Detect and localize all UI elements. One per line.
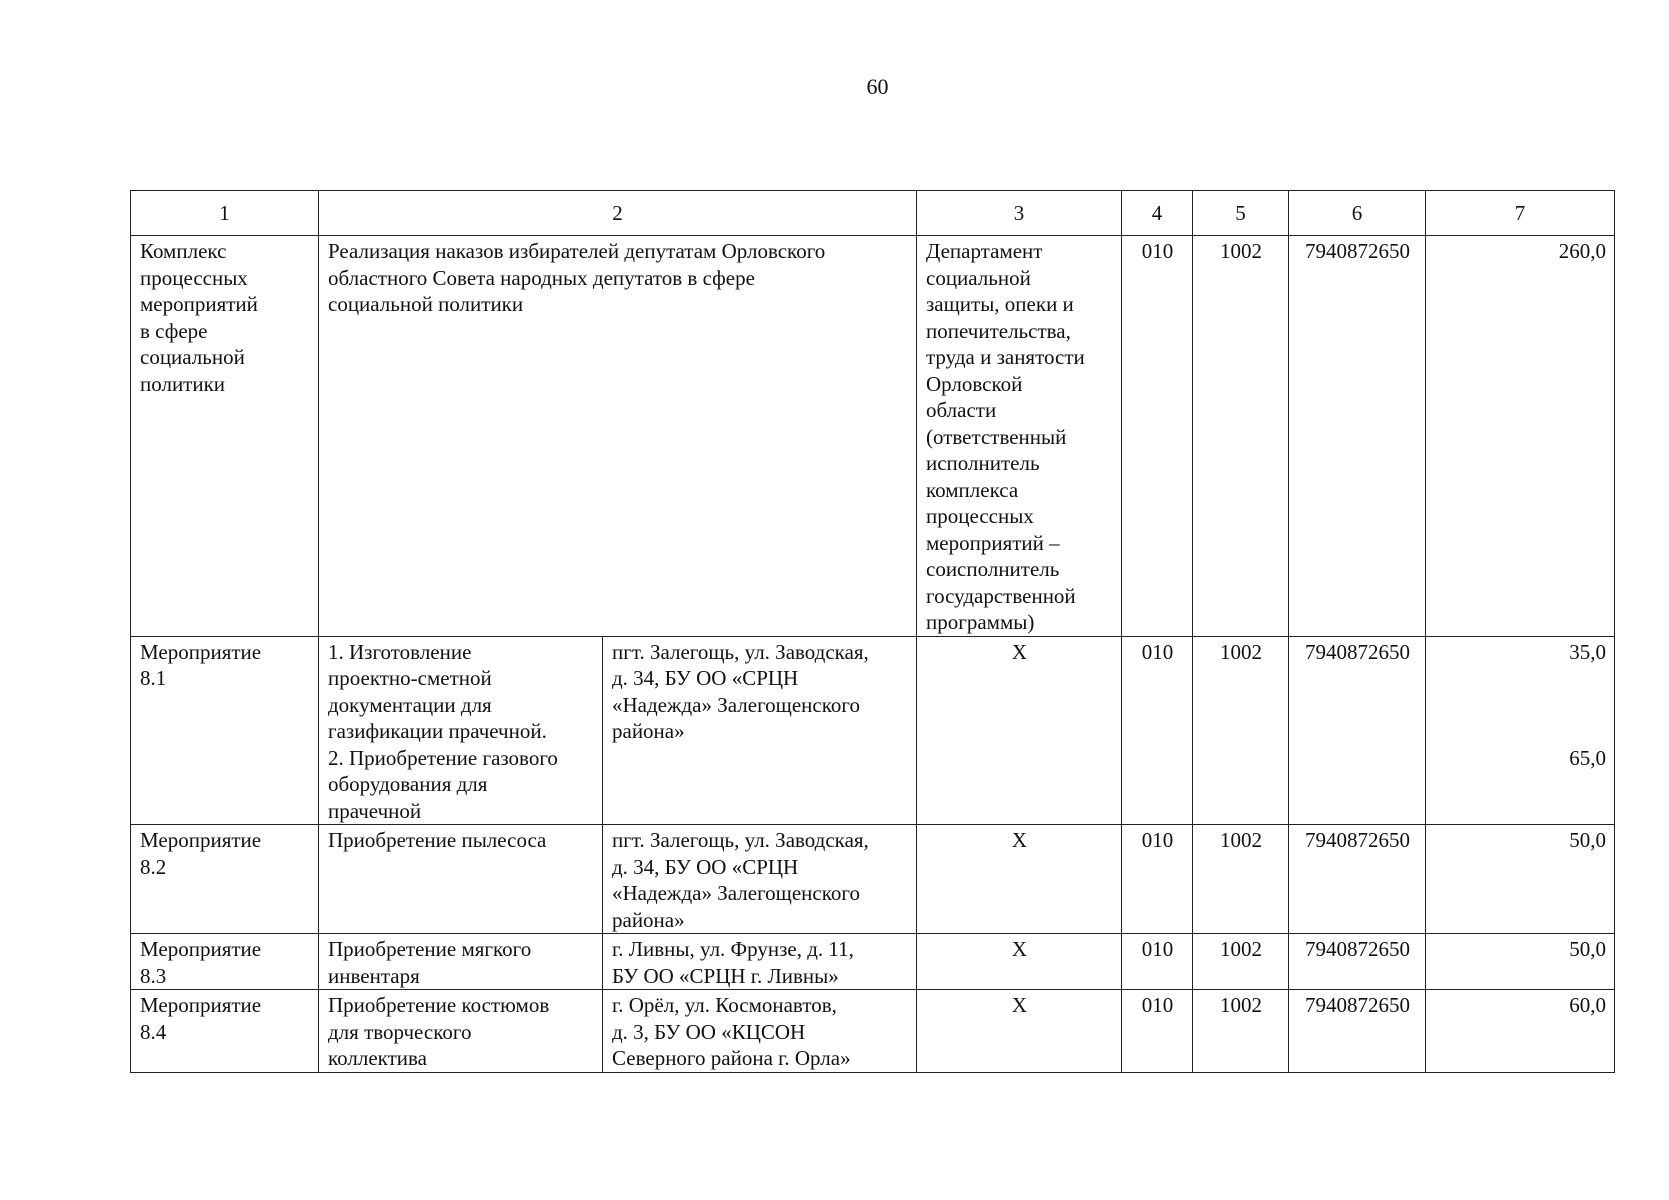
row-name-line: 8.1 [140, 666, 167, 690]
row-name-line: Мероприятие [140, 937, 262, 961]
row-address-line: района» [612, 907, 685, 932]
page-number: 60 [866, 74, 889, 99]
complex-executor-line: соисполнитель [926, 557, 1060, 581]
complex-col7: 260,0 [1426, 236, 1615, 637]
complex-executor [917, 236, 1122, 637]
row-address-line: «Надежда» Залегощенского [612, 692, 860, 717]
complex-executor-line: социальной [926, 265, 1031, 290]
row-measure-line: 2. Приобретение газового [328, 745, 558, 770]
row-measure-line: инвентаря [328, 963, 420, 988]
complex-name [131, 236, 319, 637]
row-col4: 010 [1122, 825, 1193, 934]
complex-name-line: мероприятий [140, 292, 258, 316]
row-col3: X [917, 990, 1122, 1073]
header-cell-1: 1 [131, 191, 319, 236]
row-name-line: Мероприятие [140, 993, 262, 1017]
row-address [603, 990, 917, 1073]
complex-col4: 010 [1122, 236, 1193, 637]
row-name-line: 8.4 [140, 1019, 167, 1044]
row-col4: 010 [1122, 934, 1193, 990]
row-name-line: 8.2 [140, 854, 167, 879]
row-col7: 50,0 [1426, 825, 1615, 934]
complex-description-line: Реализация наказов избирателей депутатам Орловского [328, 239, 826, 263]
header-cell-3: 3 [917, 191, 1122, 236]
row-name [131, 825, 319, 934]
row-col7 [1426, 636, 1615, 825]
complex-name-line: в сфере [140, 318, 208, 343]
row-col4: 010 [1122, 636, 1193, 825]
header-cell-6: 6 [1289, 191, 1426, 236]
row-name [131, 934, 319, 990]
row-address-line: района» [612, 719, 685, 743]
header-cell-7: 7 [1426, 191, 1615, 236]
row-measure-line: проектно-сметной [328, 666, 492, 690]
row-col3: X [917, 934, 1122, 990]
row-name-line: Мероприятие [140, 639, 262, 664]
table-row [131, 990, 1615, 1073]
row-address-line: г. Ливны, ул. Фрунзе, д. 11, [612, 937, 854, 961]
table-row [131, 636, 1615, 825]
complex-executor-line: мероприятий – [926, 530, 1060, 555]
row-col6: 7940872650 [1289, 934, 1426, 990]
header-cell-4: 4 [1122, 191, 1193, 236]
row-col3: X [917, 825, 1122, 934]
complex-name-line: Комплекс [140, 239, 227, 263]
complex-name-line: политики [140, 371, 226, 396]
budget-table [130, 190, 1615, 1073]
complex-executor-line: (ответственный [926, 424, 1067, 449]
complex-executor-line: государственной [926, 583, 1076, 608]
complex-row [131, 236, 1615, 637]
row-col3: X [917, 636, 1122, 825]
complex-description-line: социальной политики [328, 292, 524, 316]
row-address-line: Северного района г. Орла» [612, 1046, 851, 1070]
row-address-line: «Надежда» Залегощенского [612, 881, 860, 905]
row-measure-line: Приобретение костюмов [328, 993, 550, 1017]
row-measure-line: оборудования для [328, 772, 488, 796]
row-address-line: БУ ОО «СРЦН г. Ливны» [612, 963, 839, 988]
row-address [603, 636, 917, 825]
complex-executor-line: Департамент [926, 239, 1043, 263]
row-address-line: пгт. Залегощь, ул. Заводская, [612, 828, 869, 852]
row-measure [319, 990, 603, 1073]
complex-executor-line: комплекса [926, 477, 1019, 502]
header-row [131, 191, 1615, 236]
row-col7: 60,0 [1426, 990, 1615, 1073]
complex-description [319, 236, 917, 637]
row-col5: 1002 [1193, 934, 1289, 990]
row-address [603, 934, 917, 990]
row-col7-value: 35,0 [1569, 639, 1606, 664]
complex-description-line: областного Совета народных депутатов в сфере [328, 265, 755, 290]
row-col7: 50,0 [1426, 934, 1615, 990]
header-cell-5: 5 [1193, 191, 1289, 236]
row-col4: 010 [1122, 990, 1193, 1073]
complex-name-line: социальной [140, 345, 245, 369]
row-measure-line: Приобретение мягкого [328, 937, 532, 961]
row-name-line: Мероприятие [140, 828, 262, 852]
complex-name-line: процессных [140, 265, 248, 290]
row-measure-line: документации для [328, 692, 492, 717]
row-col5: 1002 [1193, 825, 1289, 934]
complex-executor-line: программы) [926, 610, 1035, 634]
complex-executor-line: защиты, опеки и [926, 292, 1074, 316]
row-col7-second-value: 65,0 [1569, 746, 1606, 770]
row-measure-line: прачечной [328, 798, 422, 823]
row-address-line: д. 34, БУ ОО «СРЦН [612, 666, 799, 690]
row-address [603, 825, 917, 934]
row-measure-line: Приобретение пылесоса [328, 828, 547, 852]
row-measure [319, 934, 603, 990]
header-cell-2: 2 [319, 191, 917, 236]
row-address-line: г. Орёл, ул. Космонавтов, [612, 993, 837, 1017]
complex-executor-line: Орловской [926, 371, 1023, 396]
row-name-line: 8.3 [140, 963, 167, 988]
table-row [131, 934, 1615, 990]
complex-executor-line: исполнитель [926, 451, 1040, 475]
row-col6: 7940872650 [1289, 636, 1426, 825]
complex-col5: 1002 [1193, 236, 1289, 637]
complex-executor-line: процессных [926, 504, 1034, 528]
row-measure-line: 1. Изготовление [328, 639, 472, 664]
complex-executor-line: попечительства, [926, 318, 1071, 343]
complex-col6: 7940872650 [1289, 236, 1426, 637]
row-name [131, 636, 319, 825]
row-col5: 1002 [1193, 636, 1289, 825]
row-measure-line: для творческого [328, 1019, 472, 1044]
row-address-line: пгт. Залегощь, ул. Заводская, [612, 639, 869, 664]
row-col6: 7940872650 [1289, 825, 1426, 934]
row-address-line: д. 34, БУ ОО «СРЦН [612, 854, 799, 879]
row-col5: 1002 [1193, 990, 1289, 1073]
row-measure-line: коллектива [328, 1046, 427, 1070]
row-measure [319, 636, 603, 825]
row-address-line: д. 3, БУ ОО «КЦСОН [612, 1019, 806, 1044]
complex-executor-line: труда и занятости [926, 345, 1085, 369]
complex-executor-line: области [926, 398, 997, 422]
table-row [131, 825, 1615, 934]
row-measure [319, 825, 603, 934]
row-name [131, 990, 319, 1073]
row-measure-line: газификации прачечной. [328, 719, 547, 743]
row-col6: 7940872650 [1289, 990, 1426, 1073]
